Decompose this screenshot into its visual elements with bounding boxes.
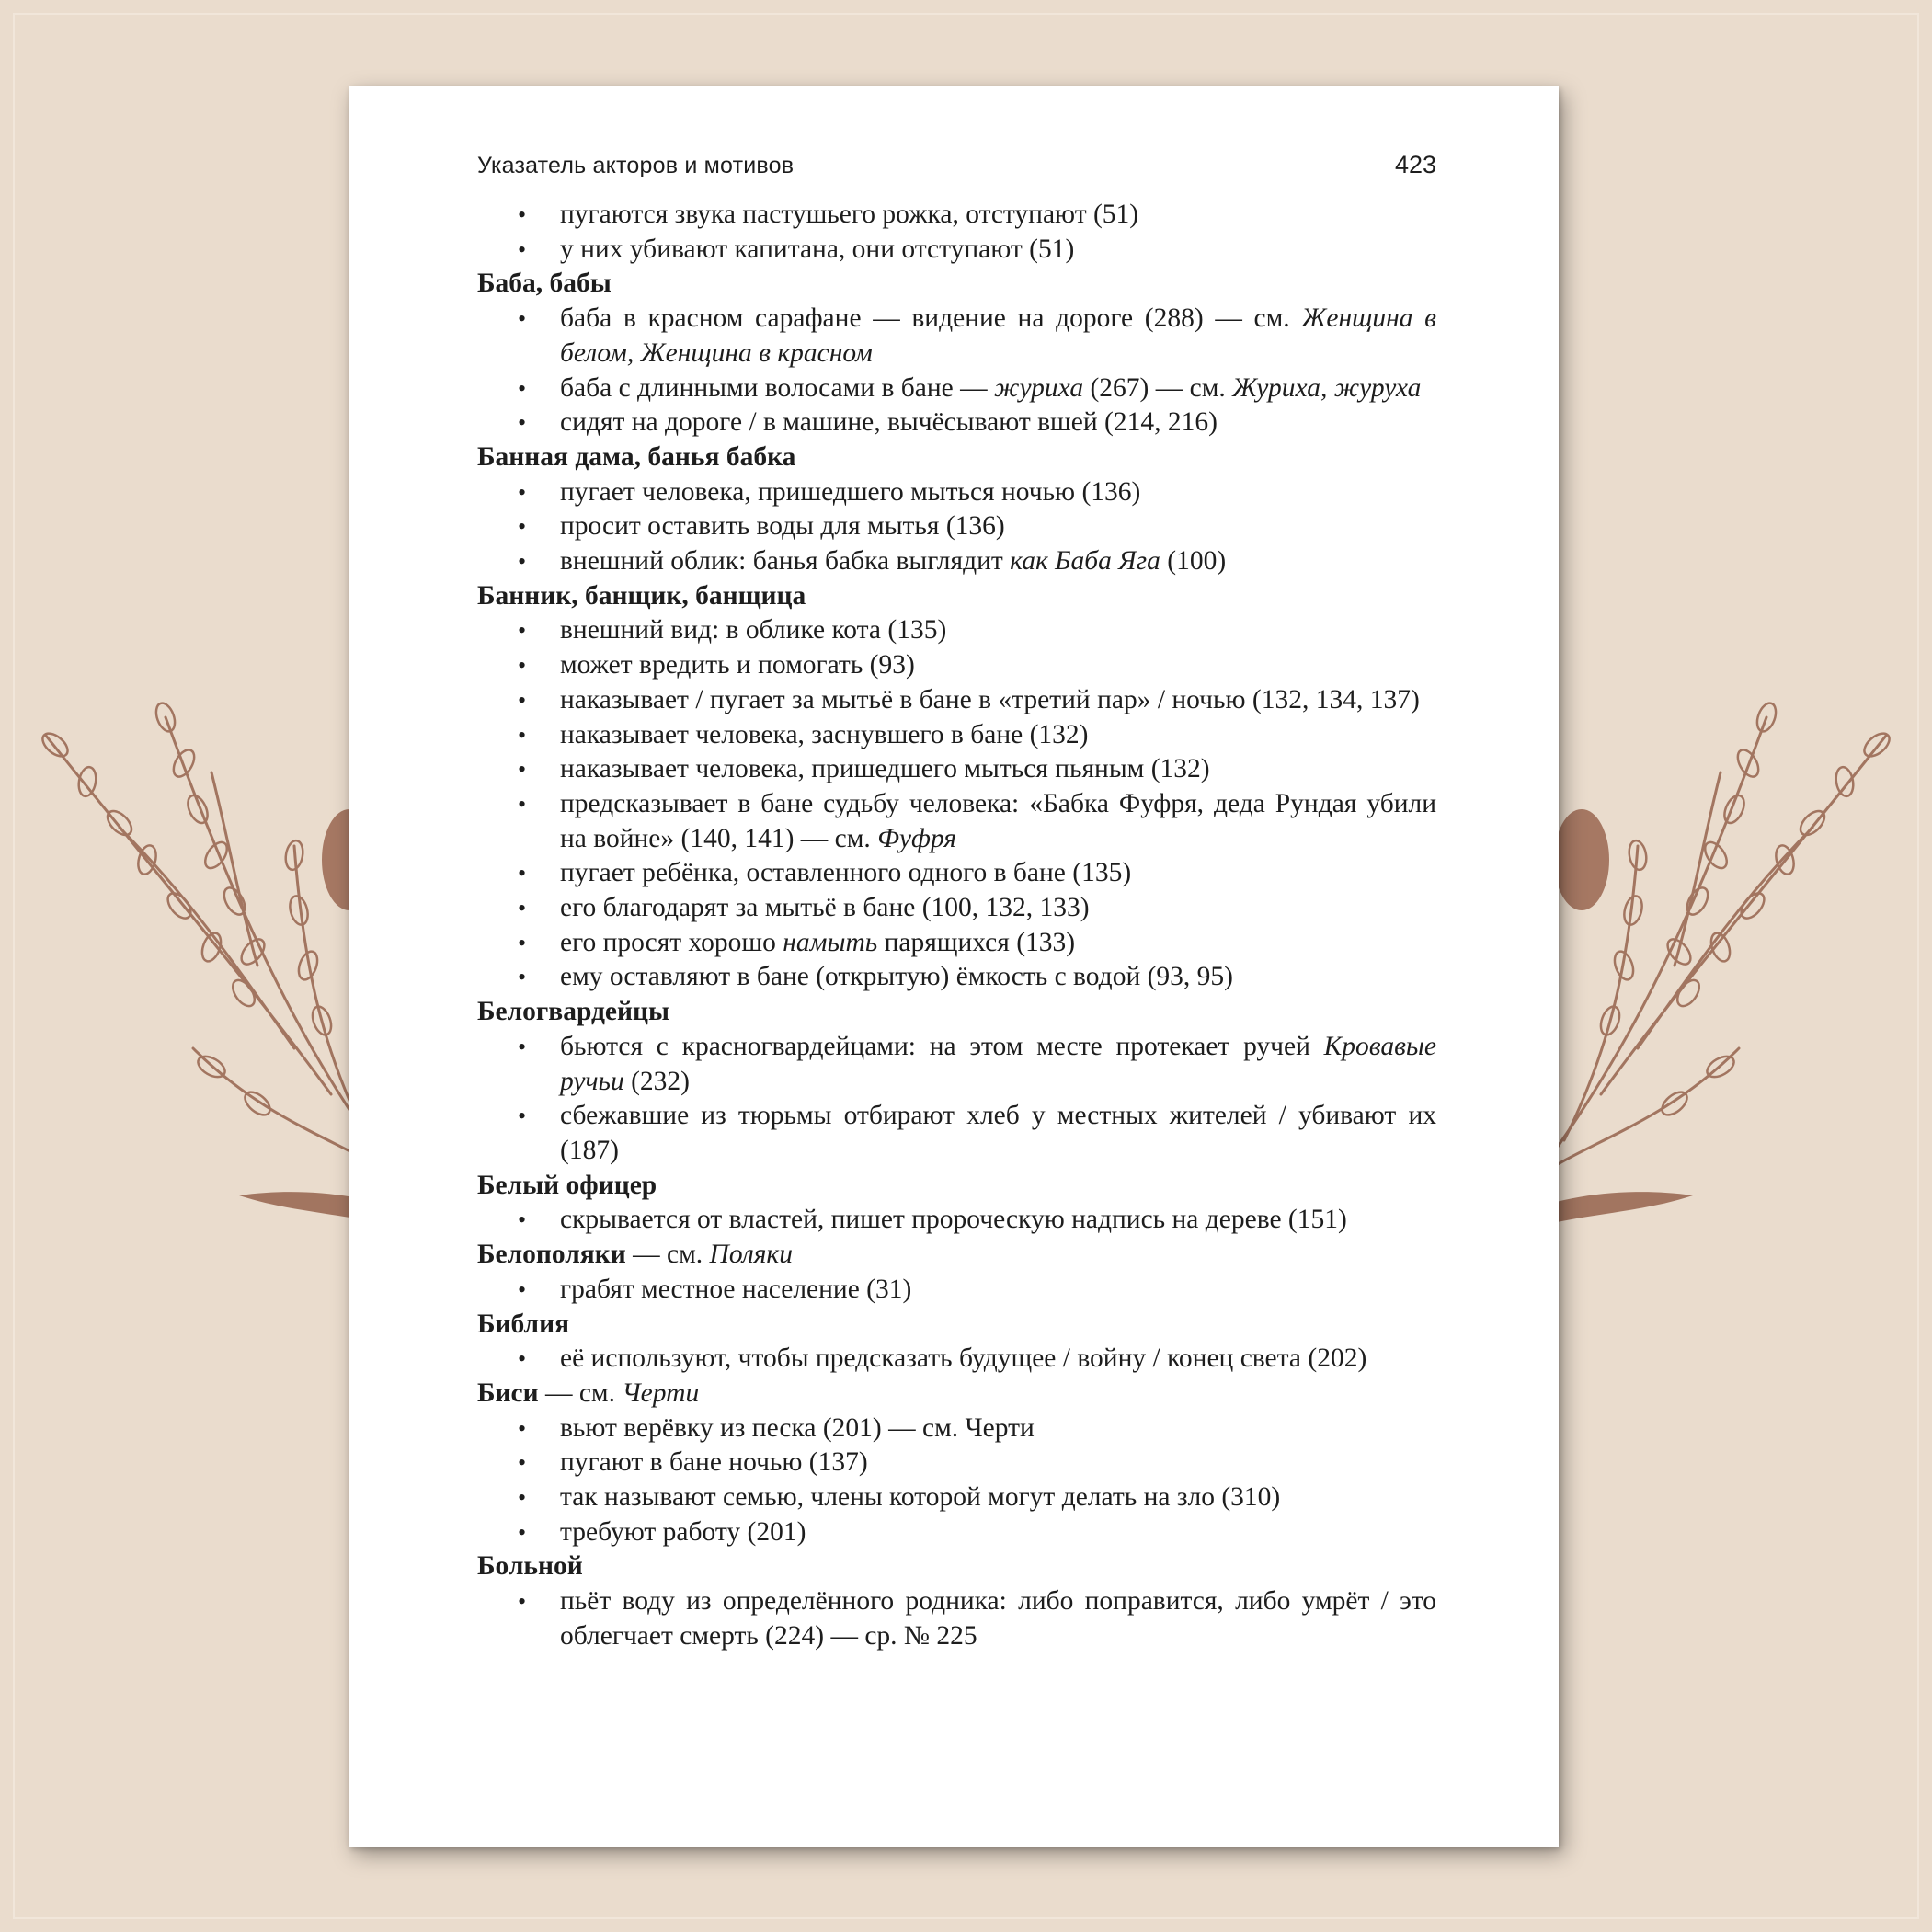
index-heading: Белый офицер	[477, 1170, 657, 1200]
continued-subentries	[477, 198, 1436, 267]
index-subentry: • баба с длинными волосами в бане — журиха (267) — см. Журиха, журуха	[477, 372, 1436, 406]
subentry-list	[477, 1342, 1436, 1377]
index-subentry: • наказывает / пугает за мытьё в бане в «третий пар» / ночью (132, 134, 137)	[477, 683, 1436, 718]
index-subentry: • её используют, чтобы предсказать будущее / войну / конец света (202)	[477, 1342, 1436, 1377]
index-subentry: • сбежавшие из тюрьмы отбирают хлеб у местных жителей / убивают их (187)	[477, 1099, 1436, 1168]
index-subentry: • может вредить и помогать (93)	[477, 648, 1436, 683]
index-subentry: • его благодарят за мытьё в бане (100, 132, 133)	[477, 891, 1436, 926]
index-subentry: • просит оставить воды для мытья (136)	[477, 509, 1436, 544]
index-subentry: • вьют верёвку из песка (201) — см. Черти	[477, 1412, 1436, 1446]
index-heading: Белополяки — см. Поляки	[477, 1240, 793, 1270]
index-heading: Белогвардейцы	[477, 997, 670, 1027]
index-subentry: • наказывает человека, заснувшего в бане (132)	[477, 718, 1436, 753]
index-heading: Биси — см. Черти	[477, 1378, 700, 1408]
index-subentry: • пугает человека, пришедшего мыться ночью (136)	[477, 475, 1436, 510]
index-subentry: • баба в красном сарафане — видение на дороге (288) — см. Женщина в белом, Женщина в красном	[477, 302, 1436, 371]
index-heading: Библия	[477, 1309, 570, 1339]
index-subentry: • сидят на дороге / в машине, вычёсывают вшей (214, 216)	[477, 406, 1436, 440]
index-subentry: • грабят местное население (31)	[477, 1273, 1436, 1308]
subentry-list	[477, 1273, 1436, 1308]
book-page	[349, 86, 1559, 1847]
index-subentry: • пьёт воду из определённого родника: либо поправится, либо умрёт / это облегчает смерть (224) — ср. № 225	[477, 1584, 1436, 1653]
index-subentry: • внешний облик: банья бабка выглядит как Баба Яга (100)	[477, 544, 1436, 579]
index-subentry: • у них убивают капитана, они отступают (51)	[477, 233, 1436, 268]
subentry-list	[477, 302, 1436, 440]
index-heading: Банная дама, банья бабка	[477, 441, 796, 472]
subentry-list	[477, 1030, 1436, 1169]
index-subentry: • ему оставляют в бане (открытую) ёмкость с водой (93, 95)	[477, 960, 1436, 995]
index-subentry: • пугают в бане ночью (137)	[477, 1446, 1436, 1480]
index-subentry: • наказывает человека, пришедшего мыться пьяным (132)	[477, 752, 1436, 787]
subentry-list	[477, 613, 1436, 995]
running-header	[477, 151, 1436, 179]
subentry-list	[477, 1412, 1436, 1550]
index-subentry: • скрывается от властей, пишет пророческую надпись на дереве (151)	[477, 1203, 1436, 1238]
index-heading: Баба, бабы	[477, 269, 612, 299]
willow-branch-illustration	[1518, 662, 1904, 1251]
index-entries	[477, 198, 1436, 1654]
index-heading: Больной	[477, 1551, 583, 1582]
subentry-list	[477, 1584, 1436, 1653]
index-subentry: • пугаются звука пастушьего рожка, отступают (51)	[477, 198, 1436, 233]
subentry-list	[477, 475, 1436, 579]
subentry-list	[477, 1203, 1436, 1238]
index-subentry: • его просят хорошо намыть парящихся (133)	[477, 926, 1436, 961]
index-subentry: • предсказывает в бане судьбу человека: «Бабка Фуфря, деда Рундая убили на войне» (140, 141) — см. Фуфря	[477, 787, 1436, 856]
index-subentry: • внешний вид: в облике кота (135)	[477, 613, 1436, 648]
index-heading: Банник, банщик, банщица	[477, 580, 806, 611]
page-number: 423	[1394, 151, 1436, 178]
index-subentry: • требуют работу (201)	[477, 1515, 1436, 1550]
index-subentry: • пугает ребёнка, оставленного одного в бане (135)	[477, 856, 1436, 891]
index-subentry: • бьются с красногвардейцами: на этом месте протекает ручей Кровавые ручьи (232)	[477, 1030, 1436, 1099]
index-subentry: • так называют семью, члены которой могут делать на зло (310)	[477, 1480, 1436, 1515]
running-title: Указатель акторов и мотивов	[477, 153, 795, 178]
